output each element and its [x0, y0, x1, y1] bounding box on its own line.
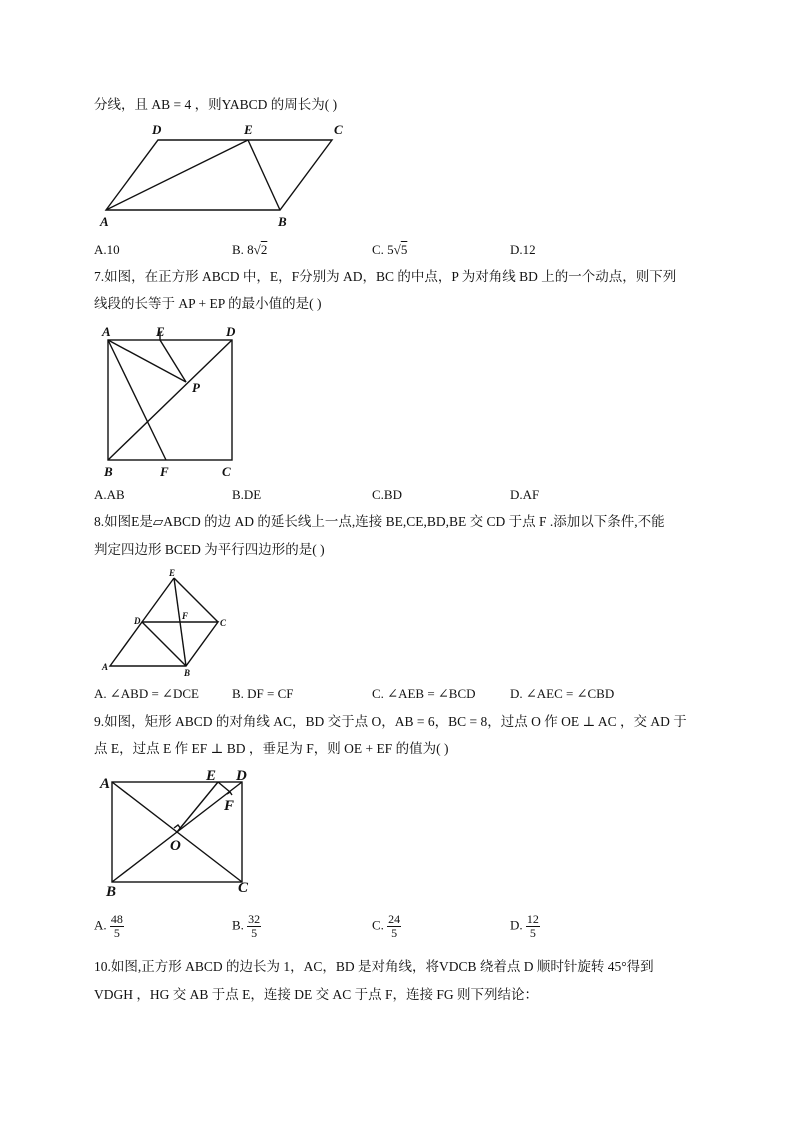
q9-text-line2: 点 E，过点 E 作 EF ⊥ BD ，垂足为 F，则 OE + EF 的值为( ) — [94, 741, 449, 756]
q9-text-line1: 9.如图，矩形 ABCD 的对角线 AC，BD 交于点 O，AB = 6，BC = 8，过点 O 作 OE ⊥ AC ，交 AD 于 — [94, 714, 687, 729]
q9-segment-ef — [218, 782, 230, 792]
q9-label-b: B — [106, 884, 117, 900]
q6-label-b: B — [278, 214, 287, 229]
q7-text-line2: 线段的长等于 AP + EP 的最小值的是( ) — [94, 296, 322, 311]
q8-option-d[interactable]: D. ∠AEC = ∠CBD — [510, 686, 615, 701]
q10-text-line1: 10.如图,正方形 ABCD 的边长为 1，AC，BD 是对角线，将VDCB 绕着点 D 顺时针旋转 45°得到 — [94, 959, 654, 974]
q9-option-a[interactable]: A. $\frac{48}{5}$ — [94, 912, 123, 940]
q9-right-angle-o — [174, 825, 181, 829]
q7-label-b: B — [104, 464, 113, 479]
q6-option-b[interactable]: B. 8√2 — [232, 242, 268, 257]
q9-label-d: D — [236, 768, 247, 784]
q9-segment-oe — [177, 782, 218, 832]
q8-text-line2: 判定四边形 BCED 为平行四边形的是( ) — [94, 542, 325, 557]
q8-option-c[interactable]: C. ∠AEB = ∠BCD — [372, 686, 476, 701]
q9-label-f: F — [224, 798, 235, 814]
q8-label-e: E — [169, 568, 176, 578]
q7-figure — [98, 320, 248, 480]
q9-figure — [96, 764, 266, 899]
q8-figure — [98, 566, 248, 681]
q9-label-a: A — [100, 776, 111, 792]
q6-option-a[interactable]: A.10 — [94, 242, 120, 257]
q8-segment-ec — [174, 578, 218, 622]
q8-option-a[interactable]: A. ∠ABD = ∠DCE — [94, 686, 199, 701]
q6-segment-eb — [248, 140, 280, 210]
q8-segment-db — [142, 622, 186, 666]
q8-text-line1: 8.如图E是▱ABCD 的边 AD 的延长线上一点,连接 BE,CE,BD,BE 交 CD 于点 F .添加以下条件,不能 — [94, 514, 665, 529]
q7-option-b[interactable]: B.DE — [232, 487, 262, 502]
q8-label-f: F — [182, 611, 189, 621]
q7-label-f: F — [160, 464, 169, 479]
q9-label-c: C — [238, 880, 249, 896]
q8-segment-de — [142, 578, 174, 622]
q6-option-d[interactable]: D.12 — [510, 242, 536, 257]
q7-label-a: A — [102, 324, 111, 339]
q9-option-d[interactable]: D. $\frac{12}{5}$ — [510, 912, 539, 940]
q7-label-e: E — [156, 324, 165, 339]
q6-option-c[interactable]: C. 5√5 — [372, 242, 408, 257]
q7-option-a[interactable]: A.AB — [94, 487, 125, 502]
q9-option-c[interactable]: C. $\frac{24}{5}$ — [372, 912, 401, 940]
q7-label-p: P — [192, 380, 200, 395]
q6-parallelogram — [106, 140, 332, 210]
q10-text-line2: VDGH ，HG 交 AB 于点 E，连接 DE 交 AC 于点 F，连接 FG 则下列结论： — [94, 987, 539, 1002]
q8-label-a: A — [102, 662, 109, 672]
q7-label-d: D — [226, 324, 236, 339]
q7-segment-af — [108, 340, 166, 460]
q9-label-e: E — [206, 768, 217, 784]
q7-segment-ap — [108, 340, 186, 382]
q6-label-a: A — [100, 214, 109, 229]
q8-label-b: B — [184, 668, 191, 678]
q6-label-c: C — [334, 122, 343, 137]
q6-label-d: D — [152, 122, 162, 137]
q7-option-c[interactable]: C.BD — [372, 487, 402, 502]
q8-label-d: D — [134, 616, 141, 626]
q6-text: 分线，且 AB = 4 ，则YABCD 的周长为( ) — [94, 97, 338, 112]
q6-segment-ae — [106, 140, 248, 210]
q8-option-b[interactable]: B. DF = CF — [232, 686, 294, 701]
q8-label-c: C — [220, 618, 227, 628]
q7-text-line1: 7.如图，在正方形 ABCD 中，E，F分别为 AD，BC 的中点，P 为对角线 BD 上的一个动点，则下列 — [94, 269, 677, 284]
q6-label-e: E — [244, 122, 253, 137]
q9-label-o: O — [170, 838, 181, 854]
q6-figure — [98, 120, 348, 230]
q7-label-c: C — [222, 464, 231, 479]
q7-option-d[interactable]: D.AF — [510, 487, 540, 502]
q7-diagonal-bd — [108, 340, 232, 460]
q9-option-b[interactable]: B. $\frac{32}{5}$ — [232, 912, 261, 940]
